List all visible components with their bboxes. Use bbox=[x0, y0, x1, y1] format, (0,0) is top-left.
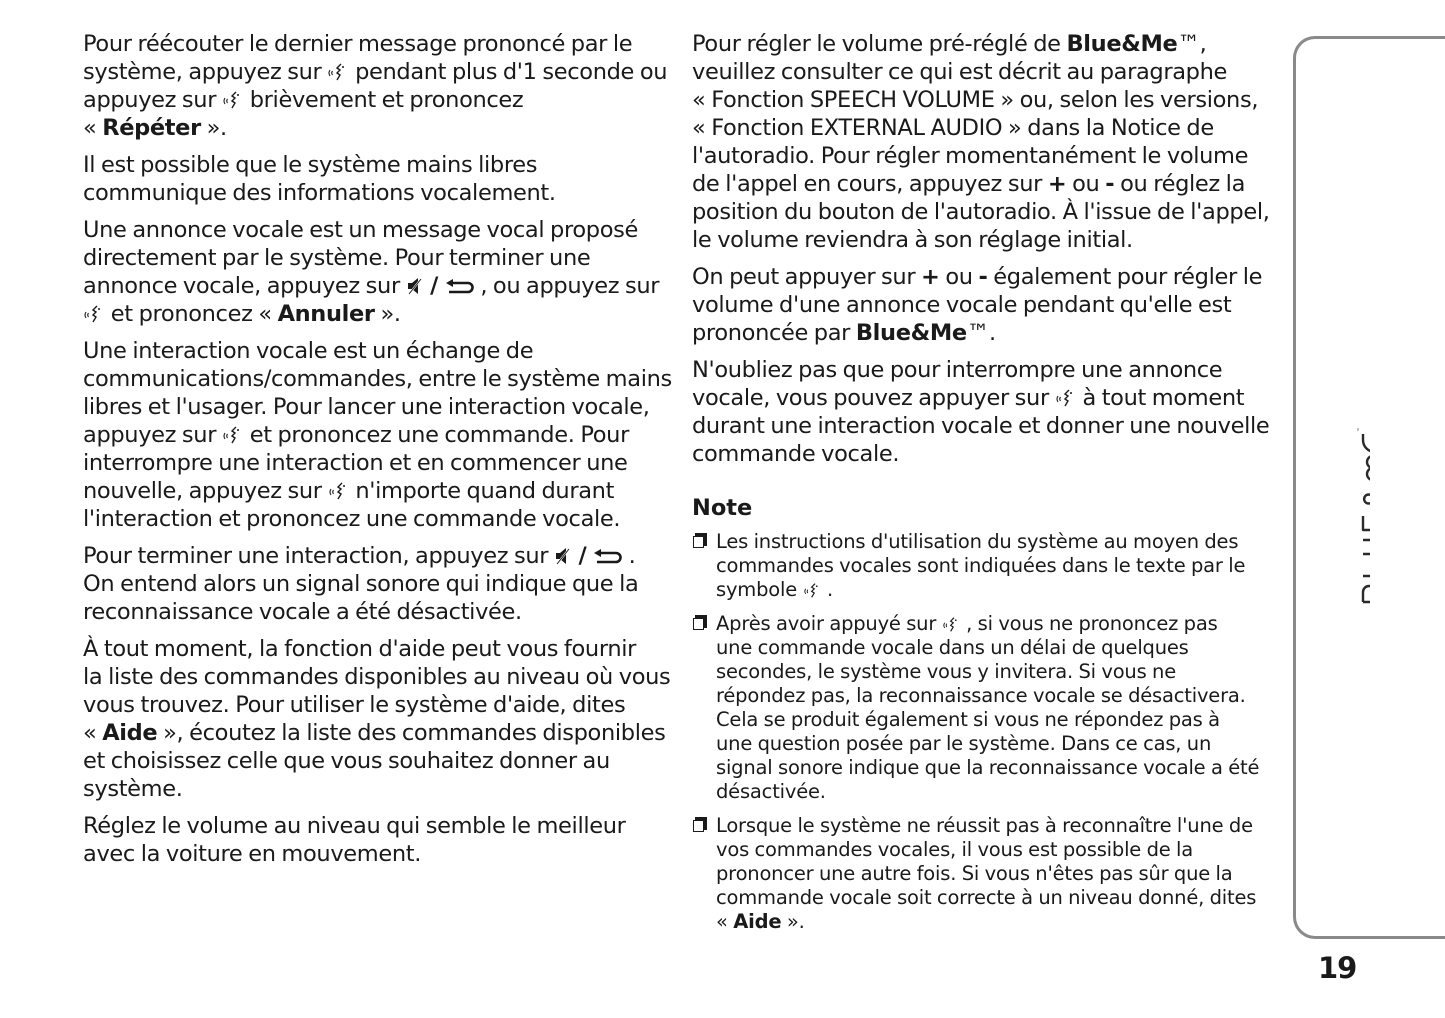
text-line: désactivée. bbox=[716, 780, 826, 803]
text-line: l'autoradio. Pour régler momentanément le volume bbox=[692, 143, 1249, 169]
note-item bbox=[692, 530, 1287, 602]
text-line: Lorsque le système ne réussit pas à reconnaître l'une de bbox=[716, 814, 1253, 837]
note-item bbox=[692, 612, 1287, 804]
paragraph-hands-free-info bbox=[83, 151, 673, 207]
blue-and-me-logo bbox=[1330, 366, 1370, 606]
text-line: appuyez sur brièvement et prononcez bbox=[83, 87, 524, 113]
text-line: vos commandes vocales, il vous est possible de la bbox=[716, 838, 1194, 861]
voice-command-icon bbox=[328, 481, 350, 501]
text-line: appuyez sur et prononcez une commande. Pour bbox=[83, 422, 629, 448]
paragraph-end-interaction bbox=[83, 542, 673, 626]
paragraph-interrupt-announcement bbox=[692, 356, 1287, 468]
text-line: Cela se produit également si vous ne répondez pas à bbox=[716, 708, 1220, 731]
voice-command-icon bbox=[327, 62, 349, 82]
paragraph-repeat-message bbox=[83, 30, 673, 142]
text-line: communique des informations vocalement. bbox=[83, 180, 556, 206]
text-line: répondez pas, la reconnaissance vocale se désactivera. bbox=[716, 684, 1246, 707]
command-keyword: Répéter bbox=[102, 115, 201, 141]
text-line: On entend alors un signal sonore qui indique que la bbox=[83, 571, 639, 597]
paragraph-volume-advice bbox=[83, 812, 673, 868]
trademark-symbol: ™ bbox=[1357, 427, 1363, 432]
text-line: symbole . bbox=[716, 578, 834, 601]
left-column bbox=[83, 30, 673, 877]
text-line: prononcée par Blue&Me™. bbox=[692, 320, 996, 346]
text-line: nouvelle, appuyez sur n'importe quand durant bbox=[83, 478, 615, 504]
text-line: Pour terminer une interaction, appuyez sur / . bbox=[83, 543, 636, 569]
text-line: Pour régler le volume pré-réglé de Blue&Me™, bbox=[692, 31, 1207, 57]
text-line: et prononcez « Annuler ». bbox=[83, 300, 673, 328]
voice-command-icon bbox=[222, 425, 244, 445]
note-heading: Note bbox=[692, 495, 753, 521]
text-line: commande vocale soit correcte à un niveau donné, dites bbox=[716, 886, 1257, 909]
back-arrow-icon bbox=[593, 549, 623, 567]
checkbox-bullet-icon bbox=[693, 820, 704, 832]
paragraph-help-function bbox=[83, 635, 673, 803]
text-line: volume d'une annonce vocale pendant qu'elle est bbox=[692, 292, 1232, 318]
text-line: annonce vocale, appuyez sur / , ou appuyez sur bbox=[83, 273, 660, 299]
text-line: Les instructions d'utilisation du système au moyen des bbox=[716, 530, 1239, 553]
text-line: « Fonction SPEECH VOLUME » ou, selon les versions, bbox=[692, 87, 1259, 113]
voice-command-icon bbox=[942, 616, 961, 633]
minus-key: - bbox=[978, 264, 988, 290]
text-line: avec la voiture en mouvement. bbox=[83, 841, 422, 867]
note-item bbox=[692, 814, 1287, 934]
text-line: vous trouvez. Pour utiliser le système d'aide, dites bbox=[83, 692, 626, 718]
text-line: signal sonore indique que la reconnaissance vocale a été bbox=[716, 756, 1260, 779]
text-line: Pour réécouter le dernier message prononcé par le bbox=[83, 31, 633, 57]
mute-icon bbox=[554, 546, 572, 566]
text-line: Une annonce vocale est un message vocal proposé bbox=[83, 217, 639, 243]
text-line: et choisissez celle que vous souhaitez donner au bbox=[83, 748, 610, 774]
text-line: secondes, le système vous y invitera. Si vous ne bbox=[716, 660, 1177, 683]
text-line: « Répéter ». bbox=[83, 115, 227, 141]
text-line: N'oubliez pas que pour interrompre une annonce bbox=[692, 357, 1223, 383]
text-line: système, appuyez sur pendant plus d'1 seconde ou bbox=[83, 59, 668, 85]
text-line: prononcer une autre fois. Si vous n'êtes pas sûr que la bbox=[716, 862, 1233, 885]
text-line: système. bbox=[83, 776, 183, 802]
text-line: Une interaction vocale est un échange de bbox=[83, 338, 534, 364]
text-line: Il est possible que le système mains libres bbox=[83, 152, 538, 178]
text-line: « Fonction EXTERNAL AUDIO » dans la Notice de bbox=[692, 115, 1214, 141]
mute-icon bbox=[406, 276, 424, 296]
text-line: commandes vocales sont indiquées dans le texte par le bbox=[716, 554, 1246, 577]
voice-command-icon bbox=[83, 304, 105, 324]
paragraph-preset-volume bbox=[692, 30, 1287, 254]
paragraph-voice-announcement bbox=[83, 216, 673, 328]
command-keyword: Annuler bbox=[277, 301, 375, 327]
text-line: une commande vocale dans un délai de quelques bbox=[716, 636, 1189, 659]
text-line: vocale, vous pouvez appuyer sur à tout moment bbox=[692, 385, 1245, 411]
text-line: veuillez consulter ce qui est décrit au paragraphe bbox=[692, 59, 1228, 85]
back-arrow-icon bbox=[445, 279, 475, 297]
text-line: l'interaction et prononcez une commande vocale. bbox=[83, 506, 621, 532]
text-line: reconnaissance vocale a été désactivée. bbox=[83, 599, 522, 625]
text-line: une question posée par le système. Dans ce cas, un bbox=[716, 732, 1212, 755]
brand-name: Blue&Me bbox=[1066, 31, 1178, 57]
paragraph-announcement-volume bbox=[692, 263, 1287, 347]
voice-command-icon bbox=[803, 582, 822, 599]
brand-name: Blue&Me bbox=[855, 320, 967, 346]
text-line: À tout moment, la fonction d'aide peut vous fournir bbox=[83, 636, 637, 662]
text-line: Après avoir appuyé sur , si vous ne prononcez pas bbox=[716, 612, 1218, 635]
text-line: Réglez le volume au niveau qui semble le meilleur bbox=[83, 813, 626, 839]
text-line: communications/commandes, entre le système mains bbox=[83, 366, 672, 392]
text-line: durant une interaction vocale et donner une nouvelle bbox=[692, 413, 1270, 439]
text-line: libres et l'usager. Pour lancer une interaction vocale, bbox=[83, 394, 650, 420]
minus-key: - bbox=[1105, 171, 1115, 197]
plus-key: + bbox=[921, 264, 940, 290]
command-keyword: Aide bbox=[733, 910, 782, 933]
text-line: commande vocale. bbox=[692, 441, 900, 467]
text-line: le volume reviendra à son réglage initial. bbox=[692, 227, 1133, 253]
text-line: position du bouton de l'autoradio. À l'issue de l'appel, bbox=[692, 199, 1270, 225]
text-line: « Aide ». bbox=[716, 910, 805, 933]
checkbox-bullet-icon bbox=[693, 536, 704, 548]
command-keyword: Aide bbox=[102, 720, 158, 746]
paragraph-voice-interaction bbox=[83, 337, 673, 533]
text-line: directement par le système. Pour terminer une bbox=[83, 245, 591, 271]
text-line: de l'appel en cours, appuyez sur + ou - ou réglez la bbox=[692, 171, 1246, 197]
note-list bbox=[692, 530, 1287, 934]
checkbox-bullet-icon bbox=[693, 618, 704, 630]
text-line: On peut appuyer sur + ou - également pour régler le bbox=[692, 264, 1263, 290]
text-line: interrompre une interaction et en commencer une bbox=[83, 450, 628, 476]
plus-key: + bbox=[1047, 171, 1067, 197]
voice-command-icon bbox=[222, 90, 244, 110]
text-line: « Aide », écoutez la liste des commandes disponibles bbox=[83, 720, 666, 746]
text-line: la liste des commandes disponibles au niveau où vous bbox=[83, 664, 671, 690]
right-column bbox=[692, 30, 1287, 944]
voice-command-icon bbox=[1055, 388, 1077, 408]
page-number: 19 bbox=[1318, 951, 1357, 985]
